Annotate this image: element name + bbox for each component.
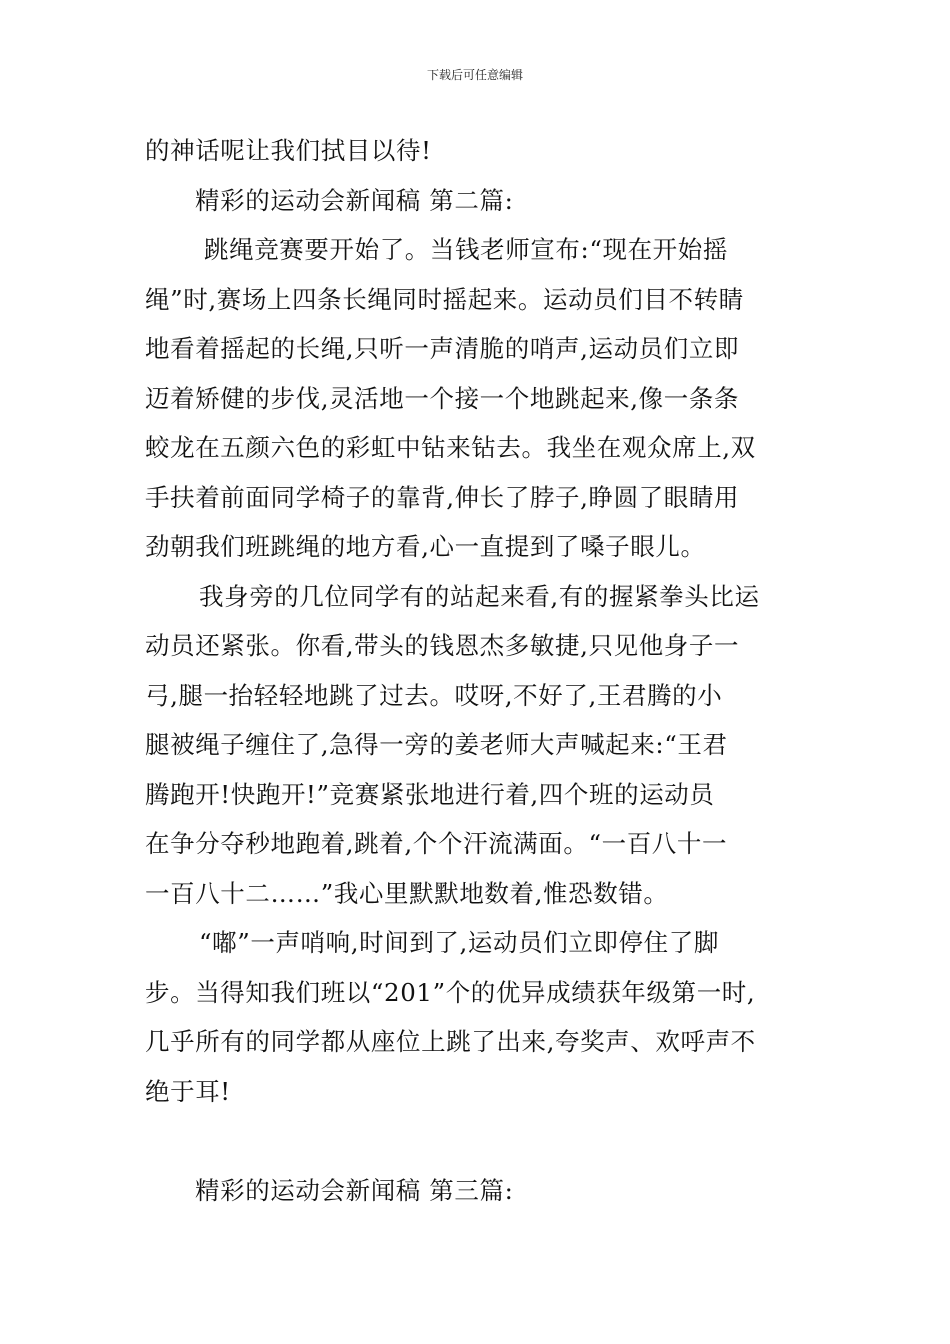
text-line: 手扶着前面同学椅子的靠背,伸长了脖子,睁圆了眼睛用 (145, 482, 740, 512)
text-line: 地看着摇起的长绳,只听一声清脆的哨声,运动员们立即 (145, 334, 740, 363)
text-line: 的神话呢让我们拭目以待! (145, 136, 432, 165)
text-line: 跳绳竞赛要开始了。当钱老师宣布:“现在开始摇 (204, 235, 728, 264)
article-body (145, 126, 810, 1215)
blank-line (145, 1116, 810, 1166)
text-line: 迈着矫健的步伐,灵活地一个接一个地跳起来,像一条条 (145, 383, 740, 413)
text-line: 劲朝我们班跳绳的地方看,心一直提到了嗓子眼儿。 (145, 532, 706, 561)
section-heading: 精彩的运动会新闻稿 第三篇: (195, 1175, 514, 1205)
text-line: 一百八十二……”我心里默默地数着,惟恐数错。 (145, 878, 669, 908)
text-line: 步。当得知我们班以“201”个的优异成绩获年级第一时, (145, 977, 756, 1007)
text-line: 绝于耳! (145, 1076, 231, 1106)
section-heading: 精彩的运动会新闻稿 第二篇: (195, 185, 514, 215)
text-line: 我身旁的几位同学有的站起来看,有的握紧拳头比运 (199, 581, 760, 611)
page-header: 下载后可任意编辑 (426, 68, 523, 82)
text-line: 腿被绳子缠住了,急得一旁的姜老师大声喊起来:“王君 (145, 730, 728, 759)
text-line: 几乎所有的同学都从座位上跳了出来,夸奖声、欢呼声不 (145, 1027, 756, 1056)
text-line: 动员还紧张。你看,带头的钱恩杰多敏捷,只见他身子一 (145, 631, 740, 660)
text-line: 弓,腿一抬轻轻地跳了过去。哎呀,不好了,王君腾的小 (145, 680, 723, 710)
text-line: “嘟”一声哨响,时间到了,运动员们立即停住了脚 (199, 928, 719, 957)
text-line: 蛟龙在五颜六色的彩虹中钻来钻去。我坐在观众席上,双 (145, 433, 756, 462)
text-line: 在争分夺秒地跑着,跳着,个个汗流满面。“一百八十一 (145, 829, 728, 858)
text-line: 腾跑开!快跑开!”竞赛紧张地进行着,四个班的运动员 (145, 779, 715, 809)
text-line: 绳”时,赛场上四条长绳同时摇起来。运动员们目不转睛 (145, 284, 744, 314)
